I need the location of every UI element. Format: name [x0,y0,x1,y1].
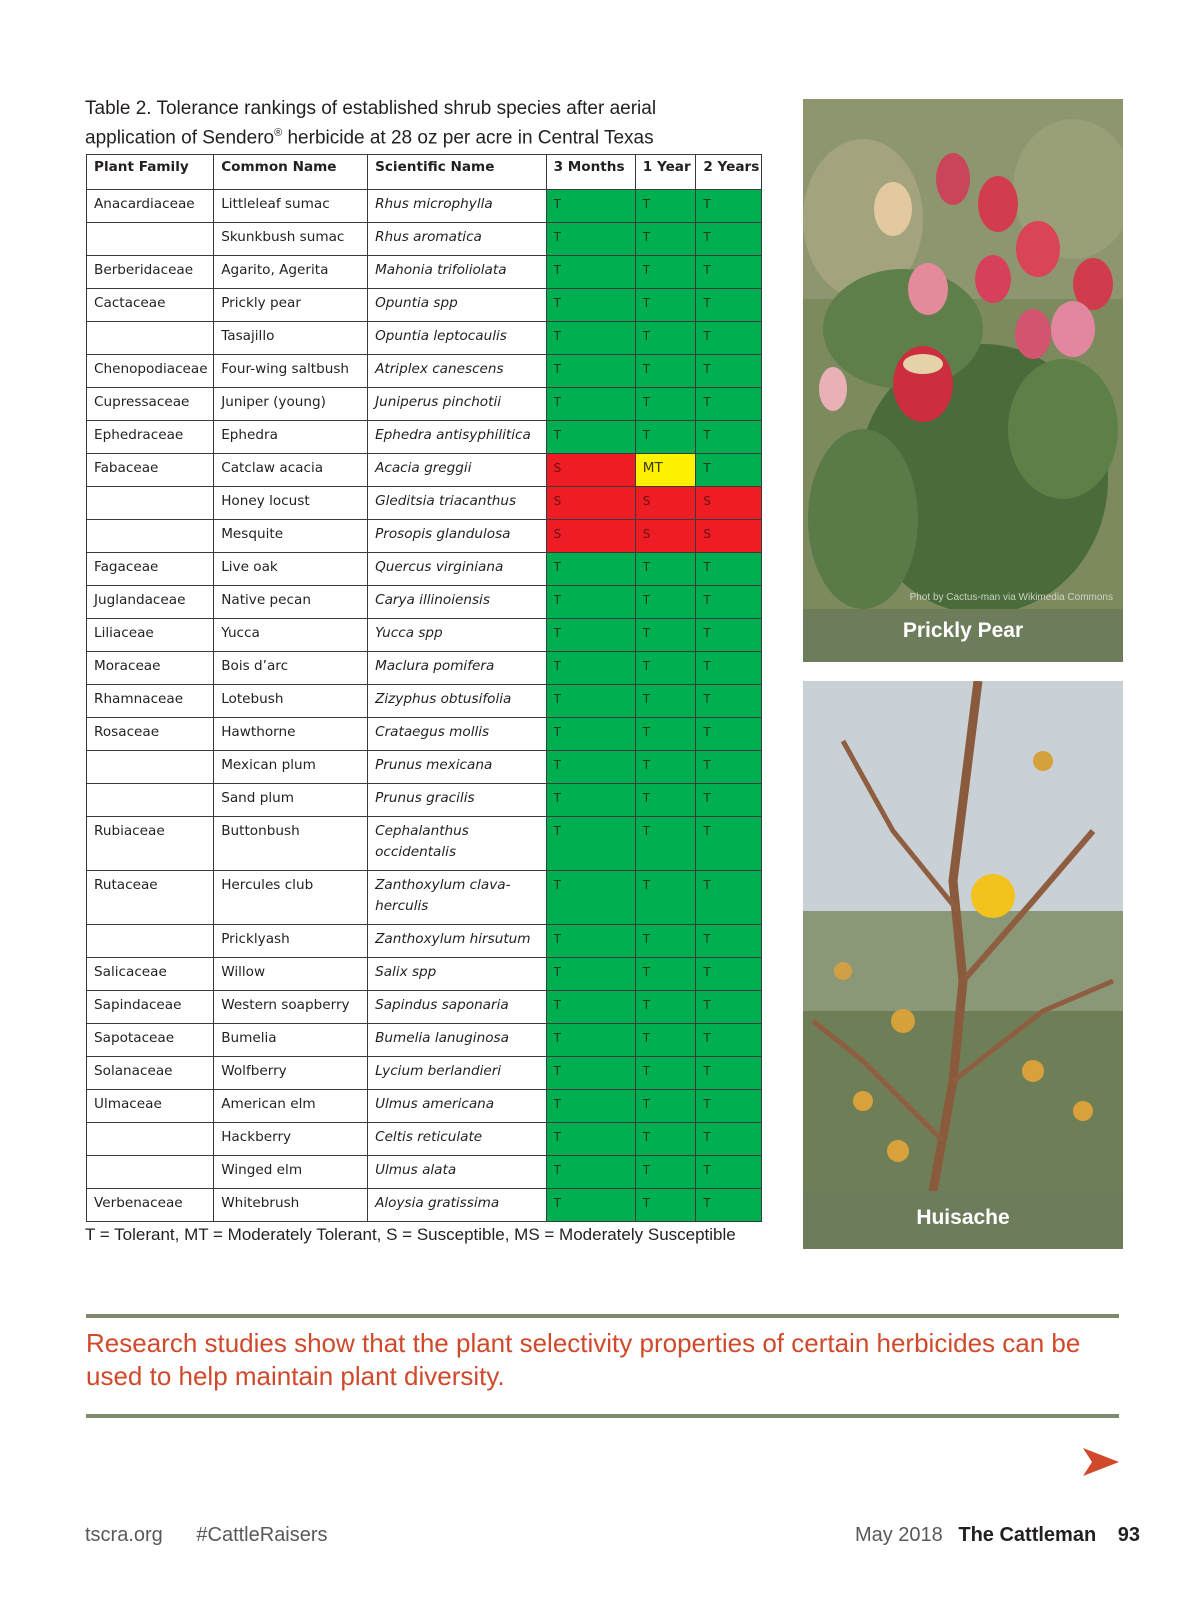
scientific-name-cell: Prunus gracilis [368,784,546,817]
family-cell: Cactaceae [87,289,214,322]
rating-3-months: T [546,1024,635,1057]
col-header-3-months: 3 Months [546,155,635,190]
common-name-cell: Native pecan [214,586,368,619]
scientific-name-cell: Acacia greggii [368,454,546,487]
family-cell [87,925,214,958]
rating-2-years: T [696,355,762,388]
rating-3-months: T [546,355,635,388]
rating-2-years: T [696,1057,762,1090]
rating-2-years: S [696,487,762,520]
rating-2-years: T [696,958,762,991]
col-header-2-years: 2 Years [696,155,762,190]
common-name-cell: Western soapberry [214,991,368,1024]
col-header-scientific: Scientific Name [368,155,546,190]
scientific-name-cell: Rhus microphylla [368,190,546,223]
rating-1-year: T [635,1123,696,1156]
rating-1-year: T [635,1156,696,1189]
family-cell: Rosaceae [87,718,214,751]
table-row [87,958,762,991]
rating-3-months: T [546,223,635,256]
common-name-cell: Littleleaf sumac [214,190,368,223]
scientific-name-cell: Prosopis glandulosa [368,520,546,553]
table-header-row [87,155,762,190]
table-legend: T = Tolerant, MT = Moderately Tolerant, S = Susceptible, MS = Moderately Susceptible [85,1225,736,1244]
rating-3-months: T [546,871,635,925]
pull-quote-bottom-rule [86,1414,1119,1418]
rating-1-year: T [635,958,696,991]
scientific-name-cell: Gleditsia triacanthus [368,487,546,520]
footer-magazine: The Cattleman [958,1524,1097,1546]
rating-1-year: T [635,991,696,1024]
common-name-cell: Juniper (young) [214,388,368,421]
family-cell: Fabaceae [87,454,214,487]
rating-2-years: T [696,784,762,817]
family-cell [87,322,214,355]
family-cell [87,751,214,784]
rating-1-year: T [635,355,696,388]
scientific-name-cell: Mahonia trifoliolata [368,256,546,289]
scientific-name-cell: Opuntia spp [368,289,546,322]
rating-1-year: T [635,289,696,322]
table-row [87,223,762,256]
table-body [87,190,762,1222]
rating-1-year: T [635,256,696,289]
rating-2-years: T [696,1090,762,1123]
table-row [87,520,762,553]
caption-line-2 [85,121,745,150]
rating-1-year: T [635,223,696,256]
rating-2-years: T [696,289,762,322]
rating-3-months: T [546,421,635,454]
common-name-cell: Mexican plum [214,751,368,784]
table-row [87,784,762,817]
rating-2-years: T [696,619,762,652]
rating-3-months: T [546,1090,635,1123]
table-row [87,718,762,751]
rating-3-months: T [546,718,635,751]
rating-1-year: T [635,322,696,355]
rating-3-months: T [546,817,635,871]
scientific-name-cell: Ulmus alata [368,1156,546,1189]
scientific-name-cell: Aloysia gratissima [368,1189,546,1222]
rating-3-months: T [546,958,635,991]
common-name-cell: Hawthorne [214,718,368,751]
rating-2-years: T [696,871,762,925]
rating-3-months: T [546,553,635,586]
table-row [87,652,762,685]
common-name-cell: Prickly pear [214,289,368,322]
rating-3-months: T [546,586,635,619]
common-name-cell: Tasajillo [214,322,368,355]
rating-3-months: T [546,685,635,718]
common-name-cell: Winged elm [214,1156,368,1189]
scientific-name-cell: Zanthoxylum hirsutum [368,925,546,958]
table-row [87,871,762,925]
rating-1-year: T [635,421,696,454]
family-cell: Ulmaceae [87,1090,214,1123]
footer-site: tscra.org [85,1524,163,1546]
scientific-name-cell: Sapindus saponaria [368,991,546,1024]
scientific-name-cell: Carya illinoiensis [368,586,546,619]
common-name-cell: Bois d’arc [214,652,368,685]
scientific-name-cell: Maclura pomifera [368,652,546,685]
family-cell: Liliaceae [87,619,214,652]
family-cell [87,1156,214,1189]
rating-1-year: S [635,520,696,553]
col-header-family: Plant Family [87,155,214,190]
tolerance-table [86,154,762,1222]
table-row [87,1123,762,1156]
rating-1-year: T [635,685,696,718]
table-row [87,586,762,619]
rating-3-months: T [546,1057,635,1090]
family-cell: Salicaceae [87,958,214,991]
table-row [87,289,762,322]
rating-2-years: T [696,652,762,685]
family-cell: Verbenaceae [87,1189,214,1222]
family-cell: Ephedraceae [87,421,214,454]
rating-3-months: T [546,925,635,958]
common-name-cell: Lotebush [214,685,368,718]
rating-2-years: T [696,1189,762,1222]
scientific-name-cell: Zanthoxylum clava-herculis [368,871,546,925]
rating-1-year: T [635,1090,696,1123]
rating-3-months: T [546,190,635,223]
table-row [87,487,762,520]
common-name-cell: Yucca [214,619,368,652]
table-row [87,1090,762,1123]
table-row [87,619,762,652]
page-number: 93 [1117,1524,1140,1546]
family-cell: Rubiaceae [87,817,214,871]
rating-2-years: S [696,520,762,553]
rating-1-year: T [635,784,696,817]
scientific-name-cell: Opuntia leptocaulis [368,322,546,355]
col-header-1-year: 1 Year [635,155,696,190]
rating-3-months: T [546,751,635,784]
table-row [87,991,762,1024]
family-cell [87,223,214,256]
next-page-arrow-icon[interactable] [1083,1448,1119,1476]
table-row [87,1189,762,1222]
rating-2-years: T [696,586,762,619]
table-row [87,925,762,958]
scientific-name-cell: Prunus mexicana [368,751,546,784]
common-name-cell: Hackberry [214,1123,368,1156]
table-row [87,190,762,223]
rating-1-year: T [635,652,696,685]
scientific-name-cell: Bumelia lanuginosa [368,1024,546,1057]
family-cell: Juglandaceae [87,586,214,619]
rating-2-years: T [696,223,762,256]
rating-2-years: T [696,991,762,1024]
huisache-label: Huisache [916,1206,1010,1229]
rating-3-months: T [546,322,635,355]
family-cell: Chenopodiaceae [87,355,214,388]
rating-1-year: T [635,817,696,871]
rating-1-year: T [635,190,696,223]
rating-2-years: T [696,256,762,289]
caption-line-2b: herbicide at 28 oz per acre in Central Texas [282,127,654,149]
family-cell: Rutaceae [87,871,214,925]
common-name-cell: Mesquite [214,520,368,553]
huisache-image [803,681,1123,1249]
registered-mark: ® [274,127,283,139]
rating-3-months: S [546,487,635,520]
rating-2-years: T [696,553,762,586]
footer-left [85,1524,356,1547]
common-name-cell: Buttonbush [214,817,368,871]
scientific-name-cell: Atriplex canescens [368,355,546,388]
family-cell: Fagaceae [87,553,214,586]
table-row [87,421,762,454]
rating-2-years: T [696,190,762,223]
table-row [87,1156,762,1189]
rating-3-months: T [546,1123,635,1156]
common-name-cell: Four-wing saltbush [214,355,368,388]
common-name-cell: Whitebrush [214,1189,368,1222]
table-row [87,1024,762,1057]
rating-3-months: T [546,289,635,322]
rating-3-months: T [546,619,635,652]
rating-3-months: T [546,784,635,817]
pull-quote-top-rule [86,1314,1119,1318]
rating-1-year: T [635,388,696,421]
family-cell: Sapindaceae [87,991,214,1024]
photo-credit: Phot by Cactus-man via Wikimedia Commons [909,592,1113,603]
rating-1-year: T [635,586,696,619]
common-name-cell: Willow [214,958,368,991]
rating-1-year: T [635,1057,696,1090]
scientific-name-cell: Juniperus pinchotii [368,388,546,421]
col-header-common: Common Name [214,155,368,190]
scientific-name-cell: Rhus aromatica [368,223,546,256]
family-cell: Solanaceae [87,1057,214,1090]
scientific-name-cell: Crataegus mollis [368,718,546,751]
family-cell: Moraceae [87,652,214,685]
rating-2-years: T [696,1024,762,1057]
rating-3-months: T [546,1156,635,1189]
pull-quote: Research studies show that the plant selectivity properties of certain herbicides can be used to help maintain plant diversity. [86,1328,1081,1391]
rating-3-months: T [546,1189,635,1222]
huisache-photo [803,681,1123,1249]
common-name-cell: Ephedra [214,421,368,454]
rating-1-year: T [635,553,696,586]
rating-3-months: T [546,991,635,1024]
table-row [87,751,762,784]
rating-2-years: T [696,388,762,421]
table-row [87,454,762,487]
rating-1-year: T [635,925,696,958]
scientific-name-cell: Salix spp [368,958,546,991]
scientific-name-cell: Quercus virginiana [368,553,546,586]
rating-1-year: MT [635,454,696,487]
common-name-cell: American elm [214,1090,368,1123]
family-cell: Berberidaceae [87,256,214,289]
rating-2-years: T [696,421,762,454]
table-row [87,256,762,289]
scientific-name-cell: Lycium berlandieri [368,1057,546,1090]
rating-2-years: T [696,751,762,784]
scientific-name-cell: Ephedra antisyphilitica [368,421,546,454]
rating-1-year: T [635,619,696,652]
scientific-name-cell: Celtis reticulate [368,1123,546,1156]
caption-line-1: Table 2. Tolerance rankings of established shrub species after aerial [85,98,657,119]
scientific-name-cell: Yucca spp [368,619,546,652]
prickly-pear-image [803,99,1123,662]
rating-3-months: S [546,520,635,553]
rating-2-years: T [696,925,762,958]
family-cell: Sapotaceae [87,1024,214,1057]
rating-1-year: T [635,751,696,784]
table-row [87,685,762,718]
common-name-cell: Live oak [214,553,368,586]
prickly-pear-label: Prickly Pear [902,619,1024,642]
prickly-pear-photo [803,99,1123,662]
caption-line-2a: application of Sendero [85,127,275,149]
footer-right [855,1524,1140,1547]
rating-2-years: T [696,1123,762,1156]
table-row [87,322,762,355]
family-cell [87,487,214,520]
rating-2-years: T [696,817,762,871]
rating-3-months: T [546,256,635,289]
family-cell [87,1123,214,1156]
common-name-cell: Wolfberry [214,1057,368,1090]
rating-3-months: T [546,388,635,421]
common-name-cell: Agarito, Agerita [214,256,368,289]
footer-date: May 2018 [854,1524,943,1546]
family-cell: Anacardiaceae [87,190,214,223]
rating-2-years: T [696,718,762,751]
rating-2-years: T [696,685,762,718]
family-cell: Rhamnaceae [87,685,214,718]
family-cell [87,520,214,553]
table-row [87,1057,762,1090]
common-name-cell: Skunkbush sumac [214,223,368,256]
family-cell: Cupressaceae [87,388,214,421]
rating-3-months: T [546,652,635,685]
rating-2-years: T [696,454,762,487]
rating-1-year: T [635,1024,696,1057]
rating-1-year: T [635,1189,696,1222]
table-caption [85,97,745,150]
rating-2-years: T [696,322,762,355]
common-name-cell: Catclaw acacia [214,454,368,487]
common-name-cell: Bumelia [214,1024,368,1057]
rating-1-year: T [635,718,696,751]
rating-2-years: T [696,1156,762,1189]
table-row [87,355,762,388]
table-row [87,388,762,421]
scientific-name-cell: Ulmus americana [368,1090,546,1123]
common-name-cell: Honey locust [214,487,368,520]
rating-1-year: S [635,487,696,520]
table-row [87,817,762,871]
family-cell [87,784,214,817]
scientific-name-cell: Zizyphus obtusifolia [368,685,546,718]
rating-1-year: T [635,871,696,925]
common-name-cell: Pricklyash [214,925,368,958]
table-row [87,553,762,586]
rating-3-months: S [546,454,635,487]
scientific-name-cell: Cephalanthus occidentalis [368,817,546,871]
common-name-cell: Hercules club [214,871,368,925]
common-name-cell: Sand plum [214,784,368,817]
footer-hashtag: #CattleRaisers [196,1524,328,1546]
